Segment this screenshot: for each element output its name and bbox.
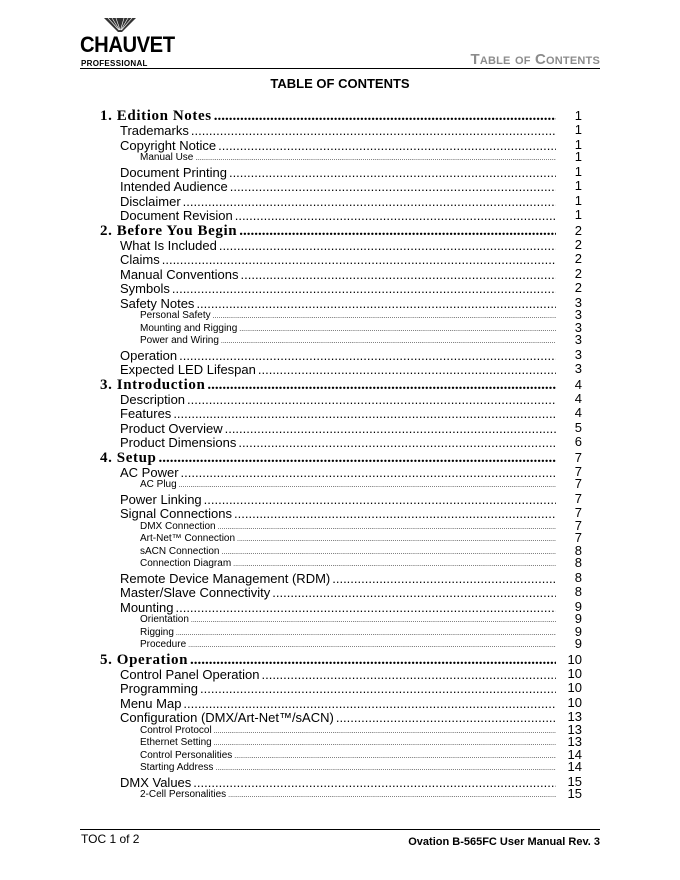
toc-entry[interactable] bbox=[100, 555, 582, 571]
toc-dot-leader bbox=[179, 348, 556, 363]
toc-entry-page: 1 bbox=[574, 108, 582, 123]
toc-entry-page: 7 bbox=[574, 517, 582, 533]
toc-entry-page: 14 bbox=[567, 759, 582, 774]
toc-entry[interactable] bbox=[100, 506, 582, 521]
toc-entry-label: DMX Connection bbox=[140, 520, 216, 532]
toc-entry-label: Disclaimer bbox=[120, 193, 181, 209]
toc-entry-page: 7 bbox=[574, 530, 582, 545]
toc-entry-label: Copyright Notice bbox=[120, 137, 217, 153]
toc-entry-page: 10 bbox=[567, 665, 582, 681]
toc-entry-label: Procedure bbox=[140, 639, 187, 650]
toc-entry-page: 13 bbox=[567, 721, 582, 737]
toc-dot-leader bbox=[204, 492, 556, 507]
toc-entry-label: Claims bbox=[120, 252, 160, 267]
chauvet-logo bbox=[80, 18, 175, 68]
toc-entry-label: Connection Diagram bbox=[140, 558, 232, 569]
toc-entry[interactable] bbox=[100, 652, 582, 667]
toc-entry[interactable] bbox=[100, 362, 582, 377]
toc-dot-leader bbox=[234, 753, 556, 760]
toc-entry-page: 14 bbox=[567, 746, 582, 762]
toc-entry[interactable] bbox=[100, 348, 582, 363]
toc-entry-page: 1 bbox=[574, 192, 582, 208]
toc-entry[interactable] bbox=[100, 296, 582, 311]
toc-entry[interactable] bbox=[100, 281, 582, 296]
toc-entry[interactable] bbox=[100, 775, 582, 790]
toc-entry-page: 4 bbox=[574, 405, 582, 420]
toc-entry[interactable] bbox=[100, 377, 582, 392]
header-divider bbox=[80, 68, 600, 69]
toc-entry[interactable] bbox=[100, 786, 582, 802]
toc-entry-page: 7 bbox=[574, 463, 582, 479]
toc-entry[interactable] bbox=[100, 223, 582, 238]
toc-dot-leader bbox=[258, 362, 556, 377]
toc-entry[interactable] bbox=[100, 571, 582, 586]
toc-entry-page: 4 bbox=[574, 390, 582, 406]
toc-dot-leader bbox=[179, 482, 556, 489]
toc-entry[interactable] bbox=[100, 238, 582, 253]
toc-entry-label: Master/Slave Connectivity bbox=[120, 585, 271, 600]
toc-entry-label: Programming bbox=[120, 681, 199, 696]
toc-entry-page: 8 bbox=[574, 542, 582, 558]
toc-entry-label: AC Power bbox=[120, 464, 179, 480]
toc-dot-leader bbox=[332, 571, 556, 586]
toc-dot-leader bbox=[221, 338, 556, 345]
toc-entry-page: 1 bbox=[574, 122, 582, 137]
toc-entry-page: 15 bbox=[567, 773, 582, 789]
toc-dot-leader bbox=[193, 775, 556, 790]
toc-entry[interactable] bbox=[100, 392, 582, 407]
logo-subtitle: PROFESSIONAL bbox=[81, 59, 148, 68]
toc-entry-label: Signal Connections bbox=[120, 506, 233, 521]
toc-entry-label: DMX Values bbox=[120, 774, 192, 790]
toc-dot-leader bbox=[225, 421, 556, 436]
toc-entry-page: 2 bbox=[574, 251, 582, 266]
toc-entry-page: 3 bbox=[574, 294, 582, 310]
toc-dot-leader bbox=[191, 617, 556, 624]
logo-wordmark: CHAUVET bbox=[80, 32, 175, 57]
toc-entry-label: Power Linking bbox=[120, 491, 202, 507]
toc-entry-label: Menu Map bbox=[120, 695, 182, 711]
toc-dot-leader bbox=[173, 406, 556, 421]
toc-entry[interactable] bbox=[100, 465, 582, 480]
toc-entry-label: Trademarks bbox=[120, 123, 189, 138]
toc-entry-page: 3 bbox=[574, 332, 582, 347]
toc-entry[interactable] bbox=[100, 165, 582, 180]
toc-entry-label: Manual Use bbox=[140, 152, 194, 163]
footer-page-number: TOC 1 of 2 bbox=[81, 832, 140, 846]
toc-entry-label: Personal Safety bbox=[140, 310, 211, 321]
toc-entry-label: Description bbox=[120, 391, 186, 407]
toc-entry-label: Mounting and Rigging bbox=[140, 322, 238, 334]
toc-entry[interactable] bbox=[100, 138, 582, 153]
toc-entry[interactable] bbox=[100, 252, 582, 267]
toc-entry-page: 3 bbox=[574, 319, 582, 335]
toc-dot-leader bbox=[228, 792, 556, 799]
toc-entry-page: 2 bbox=[574, 280, 582, 295]
toc-entry-label: 1. Edition Notes bbox=[100, 108, 212, 124]
toc-entry-label: Rigging bbox=[140, 626, 174, 638]
toc-entry-page: 2 bbox=[574, 236, 582, 252]
toc-entry[interactable] bbox=[100, 450, 582, 465]
toc-entry-page: 15 bbox=[567, 786, 582, 801]
toc-dot-leader bbox=[241, 267, 556, 282]
toc-dot-leader bbox=[233, 561, 556, 568]
toc-dot-leader bbox=[181, 465, 556, 480]
toc-entry-label: Operation bbox=[120, 347, 178, 363]
toc-dot-leader bbox=[219, 238, 556, 253]
toc-entry[interactable] bbox=[100, 307, 582, 323]
toc-entry[interactable] bbox=[100, 194, 582, 209]
header-section-title: Table of Contents bbox=[470, 51, 600, 68]
toc-entry-page: 9 bbox=[574, 636, 582, 651]
toc-entry[interactable] bbox=[100, 267, 582, 282]
toc-entry-page: 13 bbox=[567, 734, 582, 749]
toc-entry-page: 10 bbox=[567, 680, 582, 695]
toc-entry-label: Document Revision bbox=[120, 208, 233, 223]
toc-entry[interactable] bbox=[100, 406, 582, 421]
toc-dot-leader bbox=[191, 123, 556, 138]
toc-entry[interactable] bbox=[100, 667, 582, 682]
toc-entry[interactable] bbox=[100, 319, 582, 336]
toc-entry[interactable] bbox=[100, 332, 582, 348]
toc-dot-leader bbox=[272, 585, 556, 600]
toc-entry-page: 9 bbox=[574, 598, 582, 614]
toc-dot-leader bbox=[230, 179, 556, 194]
toc-entry[interactable] bbox=[100, 123, 582, 138]
toc-entry[interactable] bbox=[100, 600, 582, 615]
toc-entry-page: 7 bbox=[574, 490, 582, 506]
toc-entry[interactable] bbox=[100, 585, 582, 600]
table-of-contents bbox=[100, 108, 582, 802]
toc-dot-leader bbox=[239, 326, 556, 333]
toc-dot-leader bbox=[238, 435, 556, 450]
toc-entry-page: 3 bbox=[574, 346, 582, 362]
toc-entry[interactable] bbox=[100, 530, 582, 546]
toc-entry-label: Control Panel Operation bbox=[120, 666, 260, 682]
toc-entry[interactable] bbox=[100, 636, 582, 652]
toc-entry-page: 7 bbox=[574, 476, 582, 491]
toc-entry[interactable] bbox=[100, 421, 582, 436]
toc-entry-label: Mounting bbox=[120, 599, 174, 615]
toc-entry[interactable] bbox=[100, 721, 582, 738]
toc-dot-leader bbox=[183, 696, 556, 711]
toc-dot-leader bbox=[183, 194, 556, 209]
toc-entry-label: 2-Cell Personalities bbox=[140, 789, 227, 800]
toc-dot-leader bbox=[175, 600, 556, 615]
toc-entry-label: Power and Wiring bbox=[140, 335, 219, 346]
toc-entry[interactable] bbox=[100, 435, 582, 450]
toc-entry-page: 2 bbox=[574, 265, 582, 281]
toc-entry-label: Features bbox=[120, 406, 172, 421]
toc-entry-page: 1 bbox=[574, 207, 582, 222]
page-title: TABLE OF CONTENTS bbox=[270, 76, 410, 91]
toc-entry-label: Symbols bbox=[120, 281, 170, 296]
toc-entry-label: 4. Setup bbox=[100, 449, 157, 466]
toc-entry-page: 6 bbox=[574, 434, 582, 449]
toc-entry-page: 9 bbox=[574, 611, 582, 626]
toc-entry-page: 9 bbox=[574, 623, 582, 639]
toc-dot-leader bbox=[218, 524, 556, 531]
toc-entry-page: 1 bbox=[574, 178, 582, 193]
toc-dot-leader bbox=[237, 536, 556, 543]
toc-dot-leader bbox=[172, 281, 556, 296]
toc-entry[interactable] bbox=[100, 623, 582, 640]
toc-entry-label: Ethernet Setting bbox=[140, 737, 212, 748]
toc-entry-label: Document Printing bbox=[120, 164, 227, 180]
toc-entry-page: 10 bbox=[567, 651, 582, 667]
toc-entry-page: 1 bbox=[574, 163, 582, 179]
toc-entry[interactable] bbox=[100, 759, 582, 775]
toc-entry-label: AC Plug bbox=[140, 479, 177, 490]
toc-entry-label: Control Protocol bbox=[140, 724, 212, 736]
toc-entry-label: Orientation bbox=[140, 614, 189, 625]
toc-entry[interactable] bbox=[100, 542, 582, 559]
toc-dot-leader bbox=[261, 667, 556, 682]
toc-entry[interactable] bbox=[100, 208, 582, 223]
toc-entry-page: 3 bbox=[574, 307, 582, 322]
toc-entry-page: 7 bbox=[574, 505, 582, 520]
toc-entry-label: Configuration (DMX/Art-Net™/sACN) bbox=[120, 710, 334, 725]
toc-dot-leader bbox=[234, 506, 556, 521]
toc-entry-page: 1 bbox=[574, 136, 582, 152]
toc-entry-page: 4 bbox=[574, 376, 582, 392]
toc-dot-leader bbox=[187, 392, 556, 407]
toc-entry[interactable] bbox=[100, 611, 582, 627]
toc-entry[interactable] bbox=[100, 696, 582, 711]
toc-entry-label: Product Overview bbox=[120, 420, 223, 436]
toc-entry-label: 2. Before You Begin bbox=[100, 222, 238, 239]
toc-entry[interactable] bbox=[100, 179, 582, 194]
toc-dot-leader bbox=[336, 710, 556, 725]
toc-entry[interactable] bbox=[100, 746, 582, 763]
toc-entry-page: 3 bbox=[574, 361, 582, 376]
toc-entry-page: 8 bbox=[574, 569, 582, 585]
toc-entry-label: Art-Net™ Connection bbox=[140, 533, 236, 544]
footer-manual-title: Ovation B-565FC User Manual Rev. 3 bbox=[408, 836, 600, 848]
toc-entry[interactable] bbox=[100, 476, 582, 492]
toc-entry-label: sACN Connection bbox=[140, 545, 220, 557]
toc-dot-leader bbox=[235, 208, 556, 223]
toc-entry[interactable] bbox=[100, 710, 582, 725]
toc-entry-page: 2 bbox=[574, 222, 582, 238]
toc-entry[interactable] bbox=[100, 681, 582, 696]
toc-entry-label: 3. Introduction bbox=[100, 376, 206, 393]
toc-entry-page: 7 bbox=[574, 449, 582, 465]
toc-entry-label: Expected LED Lifespan bbox=[120, 362, 256, 377]
toc-entry-page: 10 bbox=[567, 694, 582, 710]
toc-dot-leader bbox=[196, 296, 556, 311]
toc-entry[interactable] bbox=[100, 492, 582, 507]
toc-entry[interactable] bbox=[100, 734, 582, 750]
toc-dot-leader bbox=[221, 549, 556, 556]
toc-dot-leader bbox=[213, 313, 556, 320]
toc-entry-label: Starting Address bbox=[140, 762, 214, 773]
toc-entry-label: Control Personalities bbox=[140, 749, 233, 761]
toc-entry-label: Safety Notes bbox=[120, 295, 195, 311]
toc-dot-leader bbox=[200, 681, 556, 696]
toc-entry-page: 5 bbox=[574, 419, 582, 435]
toc-dot-leader bbox=[229, 165, 556, 180]
toc-entry-label: What Is Included bbox=[120, 237, 217, 253]
toc-entry-label: Remote Device Management (RDM) bbox=[120, 570, 331, 586]
toc-entry-label: 5. Operation bbox=[100, 651, 189, 668]
toc-entry-label: Product Dimensions bbox=[120, 435, 237, 450]
toc-dot-leader bbox=[176, 630, 556, 637]
toc-entry-label: Manual Conventions bbox=[120, 266, 239, 282]
toc-entry-page: 8 bbox=[574, 555, 582, 570]
toc-dot-leader bbox=[215, 765, 556, 772]
toc-dot-leader bbox=[188, 642, 556, 649]
toc-entry[interactable] bbox=[100, 149, 582, 165]
toc-entry[interactable] bbox=[100, 108, 582, 123]
toc-dot-leader bbox=[195, 155, 556, 162]
toc-entry-label: Intended Audience bbox=[120, 179, 228, 194]
toc-dot-leader bbox=[214, 740, 556, 747]
footer-divider bbox=[80, 829, 600, 830]
toc-dot-leader bbox=[218, 138, 556, 153]
toc-entry-page: 13 bbox=[567, 709, 582, 724]
toc-entry[interactable] bbox=[100, 517, 582, 534]
toc-entry-page: 8 bbox=[574, 584, 582, 599]
toc-entry-page: 1 bbox=[574, 149, 582, 164]
toc-dot-leader bbox=[162, 252, 556, 267]
toc-dot-leader bbox=[214, 728, 556, 735]
